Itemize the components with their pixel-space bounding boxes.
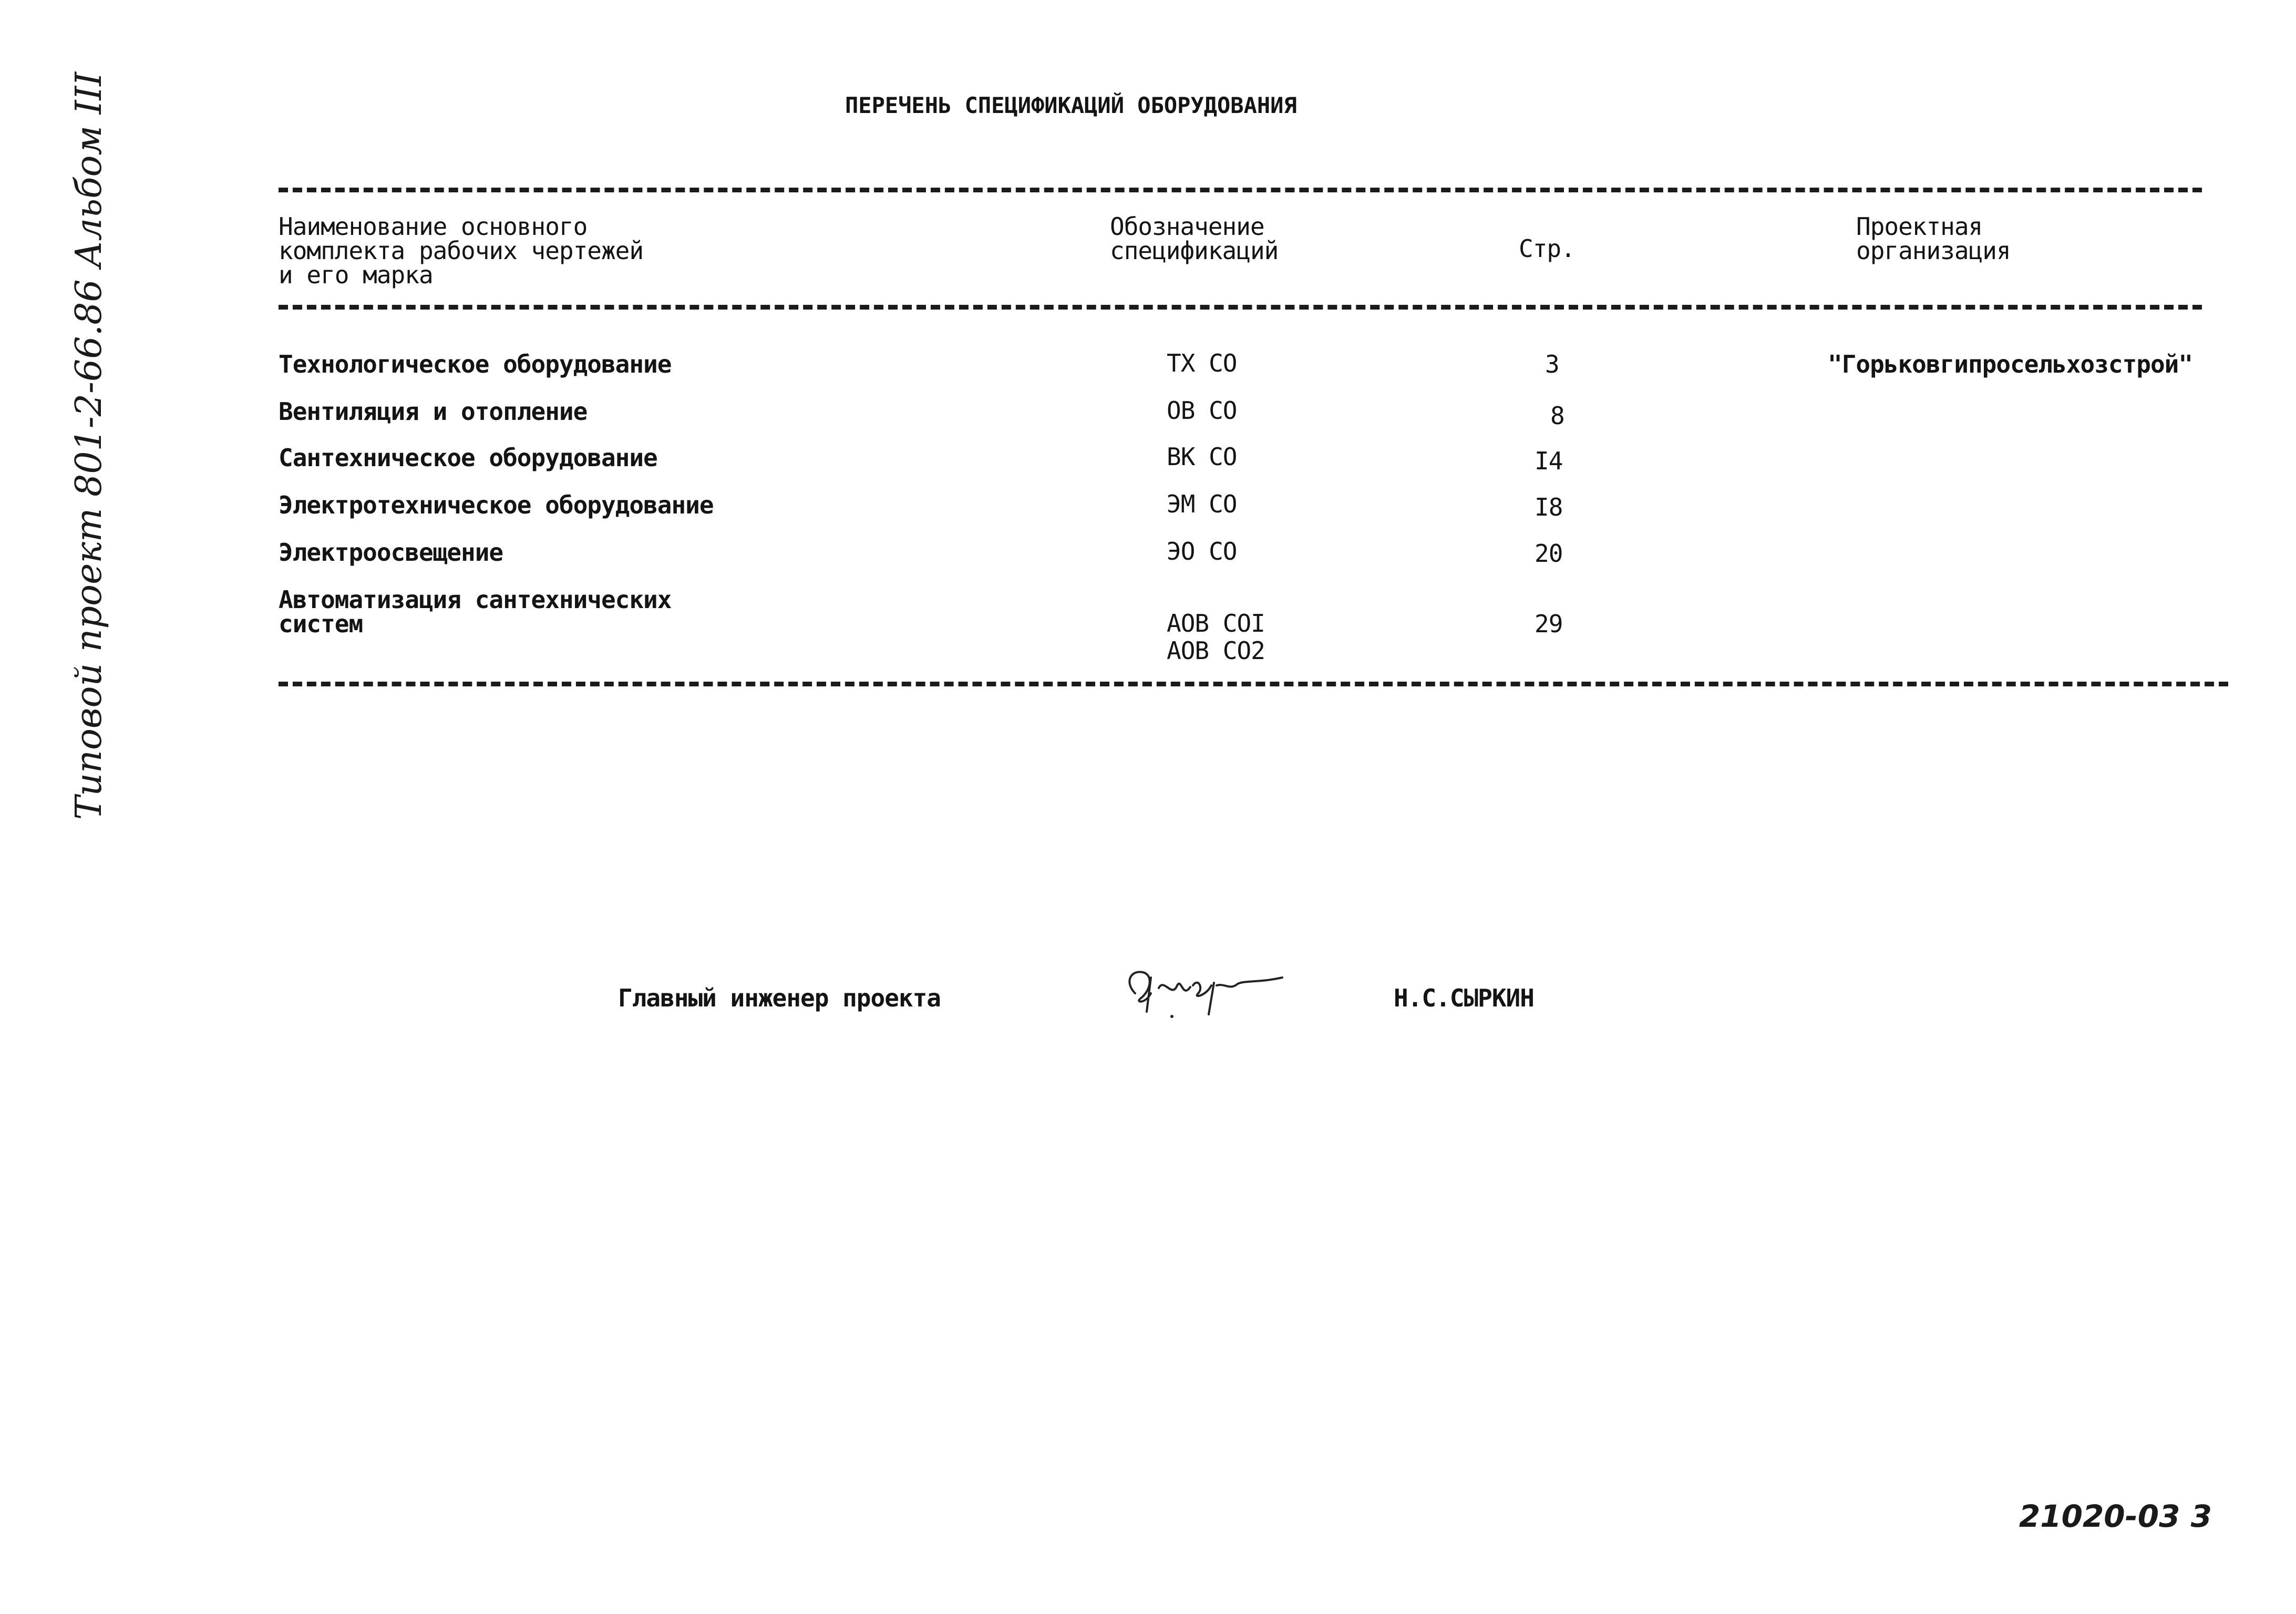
- row-1-page: 3: [1545, 350, 1559, 378]
- row-5-name: Электроосвещение: [279, 538, 503, 567]
- row-3-code: ВК СО: [1167, 443, 1237, 471]
- row-2-code: ОВ СО: [1167, 396, 1237, 425]
- header-org: [1856, 214, 2011, 263]
- row-6-name-line-1: Автоматизация сантехнических: [279, 585, 672, 614]
- row-6-page: 29: [1535, 610, 1563, 638]
- row-6-name-line-2: систем: [279, 610, 363, 638]
- document-title: ПЕРЕЧЕНЬ СПЕЦИФИКАЦИЙ ОБОРУДОВАНИЯ: [845, 92, 1297, 118]
- row-4-page: I8: [1535, 493, 1563, 521]
- header-code: [1110, 214, 1278, 263]
- header-org-line-2: организация: [1856, 237, 2011, 265]
- table-top-rule: [279, 188, 2202, 192]
- sheet-number: 21020-03 3: [2019, 1498, 2212, 1534]
- signature-role: Главный инженер проекта: [618, 984, 941, 1012]
- row-2-page: 8: [1550, 402, 1564, 430]
- table-bottom-rule: [279, 682, 2228, 686]
- row-4-name: Электротехническое оборудование: [279, 491, 714, 519]
- table-header-rule: [279, 305, 2202, 310]
- header-name: [279, 214, 643, 287]
- row-2-name: Вентиляция и отопление: [279, 397, 588, 426]
- row-1-code: ТХ СО: [1167, 349, 1237, 377]
- row-1-name: Технологическое оборудование: [279, 350, 672, 378]
- header-code-line-2: спецификаций: [1110, 237, 1279, 265]
- header-name-line-2: комплекта рабочих чертежей: [279, 237, 644, 265]
- row-6-name: [279, 585, 672, 638]
- row-3-page: I4: [1535, 447, 1563, 475]
- side-note: Типовой проект 801-2-66.86 Альбом III: [68, 71, 110, 820]
- row-4-code: ЭМ СО: [1167, 490, 1237, 518]
- header-name-line-3: и его марка: [279, 261, 433, 289]
- row-6-code: [1167, 610, 1265, 664]
- row-1-org: "Горьковгипросельхозстрой": [1828, 350, 2193, 378]
- signature-name: Н.С.СЫРКИН: [1394, 984, 1534, 1012]
- row-3-name: Сантехническое оборудование: [279, 444, 657, 472]
- header-org-line-1: Проектная: [1856, 212, 1983, 241]
- row-6-code-line-2: АОВ СО2: [1167, 636, 1265, 665]
- row-6-code-line-1: АОВ СОI: [1167, 609, 1265, 638]
- row-5-page: 20: [1535, 539, 1563, 568]
- header-name-line-1: Наименование основного: [279, 212, 588, 241]
- header-code-line-1: Обозначение: [1110, 212, 1264, 241]
- row-5-code: ЭО СО: [1167, 537, 1237, 566]
- header-page: Стр.: [1519, 234, 1575, 263]
- handwritten-signature: [1114, 962, 1293, 1022]
